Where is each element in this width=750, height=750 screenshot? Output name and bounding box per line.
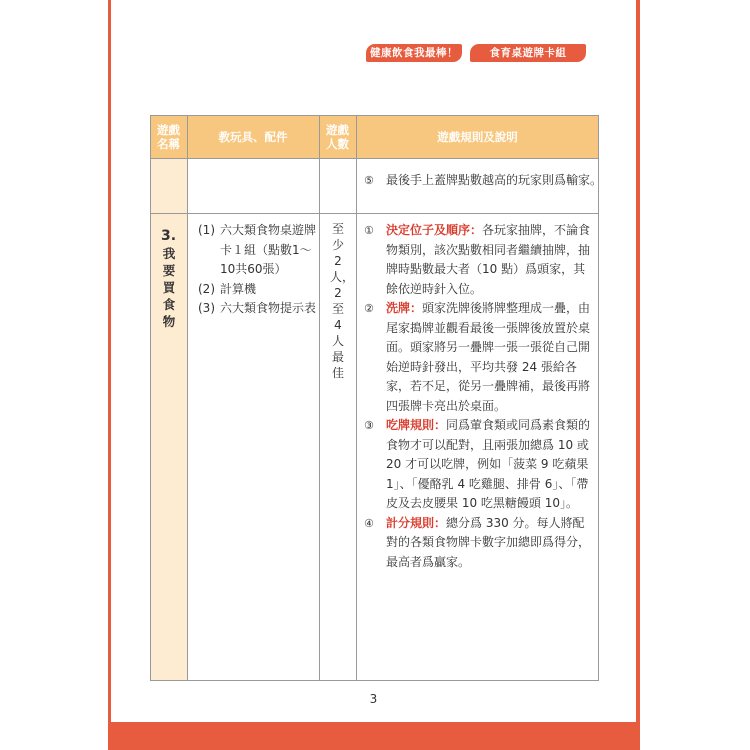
rule-item — [362, 299, 594, 416]
tool-item — [198, 221, 316, 280]
header-tag-series-title: 食育桌遊牌卡組 — [470, 44, 586, 62]
game-number: 3. — [160, 228, 177, 244]
rule-number: ③ — [364, 419, 374, 432]
player-count: 至少2人，2至4人最佳 — [330, 222, 355, 380]
tool-item — [198, 299, 316, 319]
rule-item — [362, 221, 594, 299]
rule-item — [362, 416, 594, 514]
page-number: 3 — [369, 692, 378, 706]
game-table — [150, 115, 603, 681]
rule-text: 各玩家抽牌，不論食物類別，該次點數相同者繼續抽牌，抽牌時點數最大者（10 點）爲頭家，其餘依逆時針入位。 — [386, 223, 591, 296]
rule-item-continued — [362, 171, 618, 190]
rule-item — [362, 514, 594, 573]
game-name: 我要買食物 — [162, 246, 176, 329]
tool-index: (2) — [198, 281, 215, 296]
page-frame-bottom — [108, 722, 640, 750]
rule-keyword: 洗牌： — [386, 301, 423, 315]
page-frame-right — [636, 0, 640, 750]
rule-text: 同爲葷食類或同爲素食類的食物才可以配對，且兩張加總爲 10 或 20 才可以吃牌，例如「菠菜 9 吃蘋果 1」、「優酪乳 4 吃雞腿、排骨 6」、「帶皮及去皮腰果 10 吃黑糖饅頭 10」。 — [386, 418, 591, 510]
rule-number: ⑤ — [364, 174, 374, 187]
tool-text: 計算機 — [220, 281, 257, 296]
tool-text: 六大類食物提示表 — [220, 301, 317, 315]
rule-text: 最後手上蓋牌點數越高的玩家則爲輸家。 — [386, 173, 603, 187]
rule-keyword: 吃牌規則： — [386, 418, 447, 432]
rules-list — [362, 221, 594, 572]
tool-text: 六大類食物桌遊牌卡１組（點數1～10共60張） — [220, 223, 317, 276]
header-players-text: 遊戲人數 — [326, 122, 349, 151]
rule-number: ④ — [364, 516, 374, 530]
rule-text: 總分爲 330 分。每人將配對的各類食物牌卡數字加總即爲得分，最高者爲贏家。 — [386, 515, 591, 569]
rule-number: ② — [364, 302, 374, 315]
rule-keyword: 決定位子及順序： — [386, 223, 483, 237]
header-tag-book-title: 健康飲食我最棒！ — [366, 44, 462, 62]
header-rules: 遊戲規則及說明 — [437, 129, 518, 144]
rule-text: 頭家洗牌後將牌整理成一疊，由尾家搗牌並觀看最後一張牌後放置於桌面。頭家將另一疊牌一張一張從自己開始逆時針發出，平均共發 24 張給各家，若不足，從另一疊牌補，最後再將四張牌卡亮出於桌面。 — [386, 301, 591, 413]
header-game-name-text: 遊戲名稱 — [157, 122, 180, 151]
tools-list — [198, 221, 316, 319]
rule-keyword: 計分規則： — [386, 515, 447, 530]
tool-index: (3) — [198, 301, 215, 315]
tool-item — [198, 280, 316, 300]
header-tools: 教玩具、配件 — [218, 129, 288, 144]
rule-number: ① — [364, 224, 374, 237]
tool-index: (1) — [198, 223, 215, 237]
